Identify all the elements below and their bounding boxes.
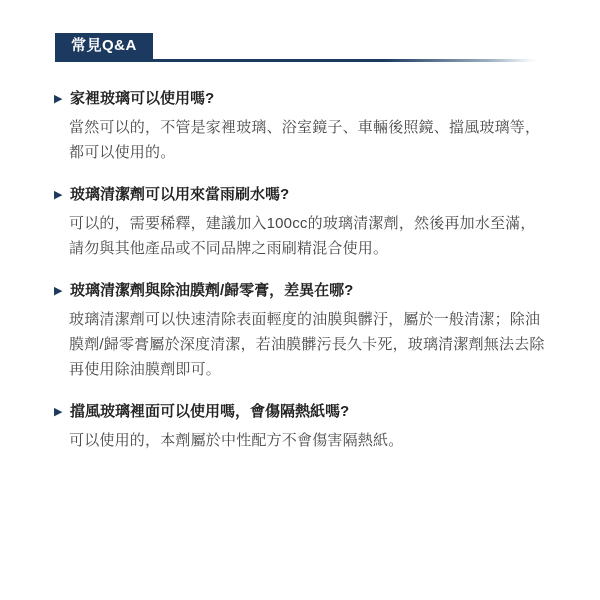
- faq-answer: 玻璃清潔劑可以快速清除表面輕度的油膜與髒汙，屬於一般清潔；除油膜劑/歸零膏屬於深度清潔，若油膜髒污長久卡死，玻璃清潔劑無法去除再使用除油膜劑即可。: [69, 311, 545, 378]
- triangle-bullet-icon: ▶: [54, 285, 63, 297]
- faq-answer: 可以使用的，本劑屬於中性配方不會傷害隔熱紙。: [69, 432, 404, 449]
- section-title-tab: 常見Q&A: [55, 33, 153, 59]
- faq-question: [55, 403, 535, 421]
- faq-answer: 當然可以的，不管是家裡玻璃、浴室鏡子、車輛後照鏡、擋風玻璃等，都可以使用的。: [69, 119, 541, 161]
- qa-item: [55, 90, 545, 165]
- section-header: [0, 0, 600, 62]
- qa-item: [55, 403, 545, 453]
- faq-answer: 可以的，需要稀釋，建議加入100cc的玻璃清潔劑，然後再加水至滿，請勿與其他產品或不同品牌之雨刷精混合使用。: [69, 215, 536, 257]
- faq-question: [55, 186, 535, 204]
- faq-question-text: 家裡玻璃可以使用嗎?: [70, 90, 215, 107]
- faq-question: [55, 282, 535, 300]
- triangle-bullet-icon: ▶: [54, 189, 63, 201]
- faq-list: [55, 90, 545, 453]
- faq-question-text: 玻璃清潔劑與除油膜劑/歸零膏，差異在哪?: [70, 282, 354, 299]
- faq-question: [55, 90, 535, 108]
- section-divider: [55, 59, 538, 62]
- triangle-bullet-icon: ▶: [54, 406, 63, 418]
- qa-item: [55, 186, 545, 261]
- faq-question-text: 擋風玻璃裡面可以使用嗎，會傷隔熱紙嗎?: [70, 403, 350, 420]
- triangle-bullet-icon: ▶: [54, 93, 63, 105]
- qa-item: [55, 282, 545, 382]
- faq-question-text: 玻璃清潔劑可以用來當雨刷水嗎?: [70, 186, 290, 203]
